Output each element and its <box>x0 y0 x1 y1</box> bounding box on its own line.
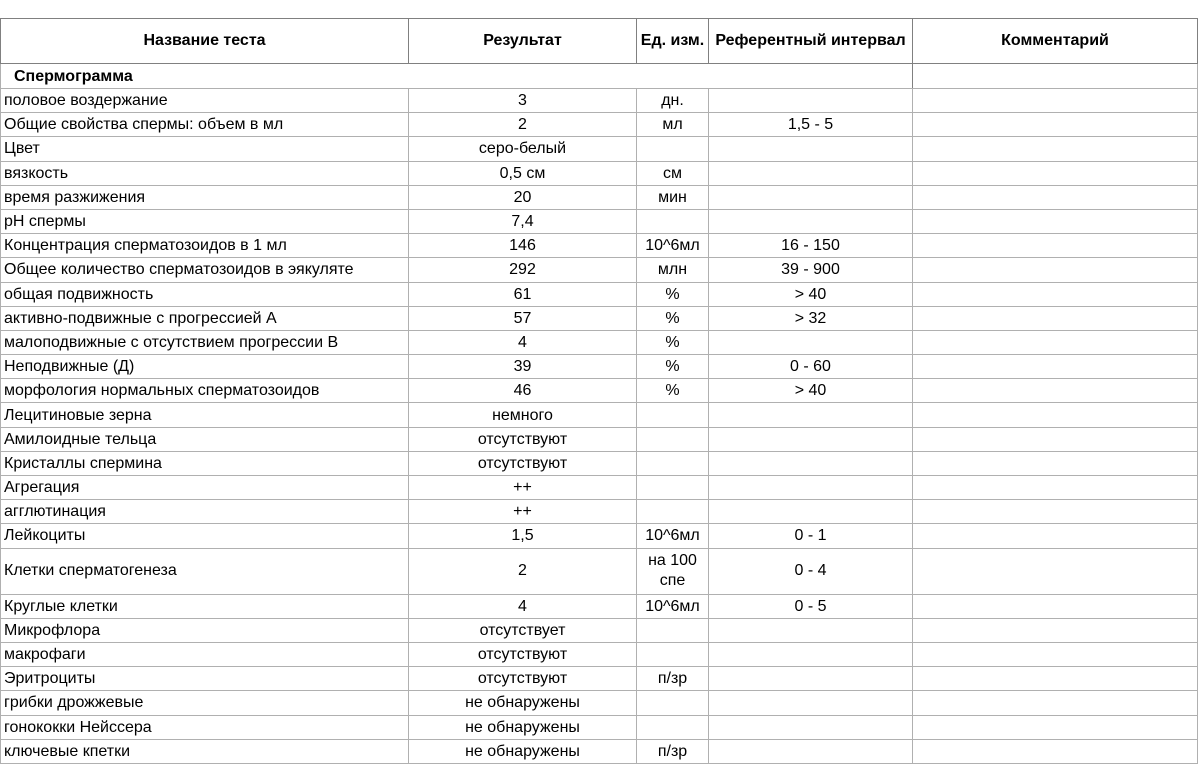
cell-unit <box>637 642 709 666</box>
cell-result: отсутствуют <box>409 642 637 666</box>
cell-reference: 0 - 1 <box>709 524 913 548</box>
cell-result: отсутствуют <box>409 427 637 451</box>
table-row <box>1 618 1198 642</box>
cell-reference <box>709 618 913 642</box>
header-reference: Референтный интервал <box>709 19 913 64</box>
cell-comment <box>913 476 1198 500</box>
cell-unit <box>637 500 709 524</box>
cell-result: 146 <box>409 234 637 258</box>
table-row <box>1 330 1198 354</box>
cell-unit: % <box>637 306 709 330</box>
cell-test-name: pH спермы <box>1 209 409 233</box>
cell-unit: мин <box>637 185 709 209</box>
table-row <box>1 355 1198 379</box>
cell-comment <box>913 113 1198 137</box>
cell-result: ++ <box>409 476 637 500</box>
header-unit: Ед. изм. <box>637 19 709 64</box>
cell-reference <box>709 403 913 427</box>
table-row <box>1 594 1198 618</box>
cell-unit: 10^6мл <box>637 594 709 618</box>
cell-unit <box>637 715 709 739</box>
cell-unit: п/зр <box>637 739 709 763</box>
cell-test-name: макрофаги <box>1 642 409 666</box>
results-sheet <box>0 18 1198 764</box>
cell-unit <box>637 618 709 642</box>
cell-result: не обнаружены <box>409 739 637 763</box>
cell-result: не обнаружены <box>409 691 637 715</box>
cell-reference: 0 - 5 <box>709 594 913 618</box>
cell-test-name: Клетки сперматогенеза <box>1 548 409 594</box>
cell-test-name: Амилоидные тельца <box>1 427 409 451</box>
cell-comment <box>913 355 1198 379</box>
cell-result: отсутствует <box>409 618 637 642</box>
section-row <box>1 64 1198 89</box>
cell-comment <box>913 306 1198 330</box>
cell-unit <box>637 451 709 475</box>
cell-reference <box>709 330 913 354</box>
results-table <box>0 18 1198 764</box>
cell-reference <box>709 451 913 475</box>
cell-test-name: Круглые клетки <box>1 594 409 618</box>
cell-test-name: вязкость <box>1 161 409 185</box>
cell-result: 3 <box>409 89 637 113</box>
cell-test-name: половое воздержание <box>1 89 409 113</box>
header-name: Название теста <box>1 19 409 64</box>
cell-test-name: Лейкоциты <box>1 524 409 548</box>
table-row <box>1 282 1198 306</box>
cell-unit <box>637 403 709 427</box>
header-comment: Комментарий <box>913 19 1198 64</box>
table-row <box>1 427 1198 451</box>
cell-test-name: Кристаллы спермина <box>1 451 409 475</box>
cell-comment <box>913 739 1198 763</box>
table-row <box>1 451 1198 475</box>
cell-result: отсутствуют <box>409 667 637 691</box>
cell-unit: дн. <box>637 89 709 113</box>
cell-comment <box>913 379 1198 403</box>
cell-comment <box>913 618 1198 642</box>
section-title: Спермограмма <box>1 64 913 89</box>
cell-unit: 10^6мл <box>637 524 709 548</box>
cell-reference <box>709 161 913 185</box>
cell-reference: > 40 <box>709 379 913 403</box>
cell-reference <box>709 137 913 161</box>
cell-reference <box>709 89 913 113</box>
cell-reference: 0 - 60 <box>709 355 913 379</box>
table-row <box>1 89 1198 113</box>
cell-result: не обнаружены <box>409 715 637 739</box>
cell-test-name: малоподвижные с отсутствием прогрессии В <box>1 330 409 354</box>
cell-test-name: общая подвижность <box>1 282 409 306</box>
cell-result: ++ <box>409 500 637 524</box>
cell-result: 0,5 см <box>409 161 637 185</box>
cell-result: 20 <box>409 185 637 209</box>
cell-reference: 0 - 4 <box>709 548 913 594</box>
table-row <box>1 476 1198 500</box>
table-row <box>1 642 1198 666</box>
cell-test-name: Цвет <box>1 137 409 161</box>
cell-unit: млн <box>637 258 709 282</box>
cell-test-name: агглютинация <box>1 500 409 524</box>
table-row <box>1 691 1198 715</box>
cell-test-name: время разжижения <box>1 185 409 209</box>
cell-comment <box>913 161 1198 185</box>
header-result: Результат <box>409 19 637 64</box>
cell-reference <box>709 642 913 666</box>
cell-test-name: Агрегация <box>1 476 409 500</box>
cell-unit: % <box>637 355 709 379</box>
cell-comment <box>913 185 1198 209</box>
cell-result: 61 <box>409 282 637 306</box>
table-row <box>1 403 1198 427</box>
cell-reference <box>709 667 913 691</box>
cell-comment <box>913 137 1198 161</box>
cell-unit <box>637 476 709 500</box>
table-row <box>1 161 1198 185</box>
cell-result: 1,5 <box>409 524 637 548</box>
cell-test-name: Эритроциты <box>1 667 409 691</box>
cell-reference <box>709 427 913 451</box>
cell-comment <box>913 667 1198 691</box>
table-row <box>1 739 1198 763</box>
cell-comment <box>913 594 1198 618</box>
cell-comment <box>913 209 1198 233</box>
cell-comment <box>913 548 1198 594</box>
table-row <box>1 667 1198 691</box>
table-row <box>1 524 1198 548</box>
cell-unit <box>637 137 709 161</box>
cell-unit: % <box>637 379 709 403</box>
cell-reference <box>709 476 913 500</box>
header-row <box>1 19 1198 64</box>
cell-reference <box>709 691 913 715</box>
cell-reference <box>709 185 913 209</box>
cell-reference <box>709 500 913 524</box>
table-row <box>1 500 1198 524</box>
table-row <box>1 234 1198 258</box>
cell-unit <box>637 691 709 715</box>
cell-result: отсутствуют <box>409 451 637 475</box>
cell-unit: 10^6мл <box>637 234 709 258</box>
cell-comment <box>913 330 1198 354</box>
cell-unit <box>637 427 709 451</box>
cell-comment <box>913 691 1198 715</box>
cell-result: немного <box>409 403 637 427</box>
cell-result: 292 <box>409 258 637 282</box>
cell-test-name: активно-подвижные с прогрессией А <box>1 306 409 330</box>
section-comment-cell <box>913 64 1198 89</box>
cell-comment <box>913 258 1198 282</box>
cell-comment <box>913 234 1198 258</box>
cell-test-name: Микрофлора <box>1 618 409 642</box>
cell-test-name: морфология нормальных сперматозоидов <box>1 379 409 403</box>
table-row <box>1 379 1198 403</box>
cell-result: серо-белый <box>409 137 637 161</box>
table-row <box>1 548 1198 594</box>
cell-comment <box>913 524 1198 548</box>
cell-unit: на 100 спе <box>637 548 709 594</box>
table-row <box>1 258 1198 282</box>
cell-comment <box>913 715 1198 739</box>
cell-comment <box>913 403 1198 427</box>
cell-reference: 1,5 - 5 <box>709 113 913 137</box>
cell-unit: п/зр <box>637 667 709 691</box>
cell-test-name: Лецитиновые зерна <box>1 403 409 427</box>
cell-result: 57 <box>409 306 637 330</box>
cell-comment <box>913 282 1198 306</box>
table-row <box>1 137 1198 161</box>
cell-unit <box>637 209 709 233</box>
table-row <box>1 306 1198 330</box>
table-row <box>1 185 1198 209</box>
cell-test-name: Общее количество сперматозоидов в эякуляте <box>1 258 409 282</box>
cell-unit: % <box>637 330 709 354</box>
cell-result: 39 <box>409 355 637 379</box>
cell-reference: > 40 <box>709 282 913 306</box>
cell-test-name: Общие свойства спермы: объем в мл <box>1 113 409 137</box>
cell-comment <box>913 89 1198 113</box>
cell-comment <box>913 451 1198 475</box>
cell-unit: % <box>637 282 709 306</box>
cell-test-name: грибки дрожжевые <box>1 691 409 715</box>
cell-reference <box>709 739 913 763</box>
table-row <box>1 715 1198 739</box>
table-row <box>1 209 1198 233</box>
table-row <box>1 113 1198 137</box>
cell-comment <box>913 500 1198 524</box>
cell-result: 46 <box>409 379 637 403</box>
cell-reference <box>709 209 913 233</box>
cell-comment <box>913 427 1198 451</box>
cell-result: 2 <box>409 113 637 137</box>
cell-result: 2 <box>409 548 637 594</box>
cell-reference: 39 - 900 <box>709 258 913 282</box>
cell-test-name: Концентрация сперматозоидов в 1 мл <box>1 234 409 258</box>
cell-reference <box>709 715 913 739</box>
cell-reference: > 32 <box>709 306 913 330</box>
cell-unit: мл <box>637 113 709 137</box>
cell-test-name: Неподвижные (Д) <box>1 355 409 379</box>
cell-test-name: гонококки Нейссера <box>1 715 409 739</box>
cell-result: 4 <box>409 330 637 354</box>
cell-comment <box>913 642 1198 666</box>
cell-unit: см <box>637 161 709 185</box>
cell-result: 7,4 <box>409 209 637 233</box>
cell-test-name: ключевые кпетки <box>1 739 409 763</box>
cell-reference: 16 - 150 <box>709 234 913 258</box>
cell-result: 4 <box>409 594 637 618</box>
